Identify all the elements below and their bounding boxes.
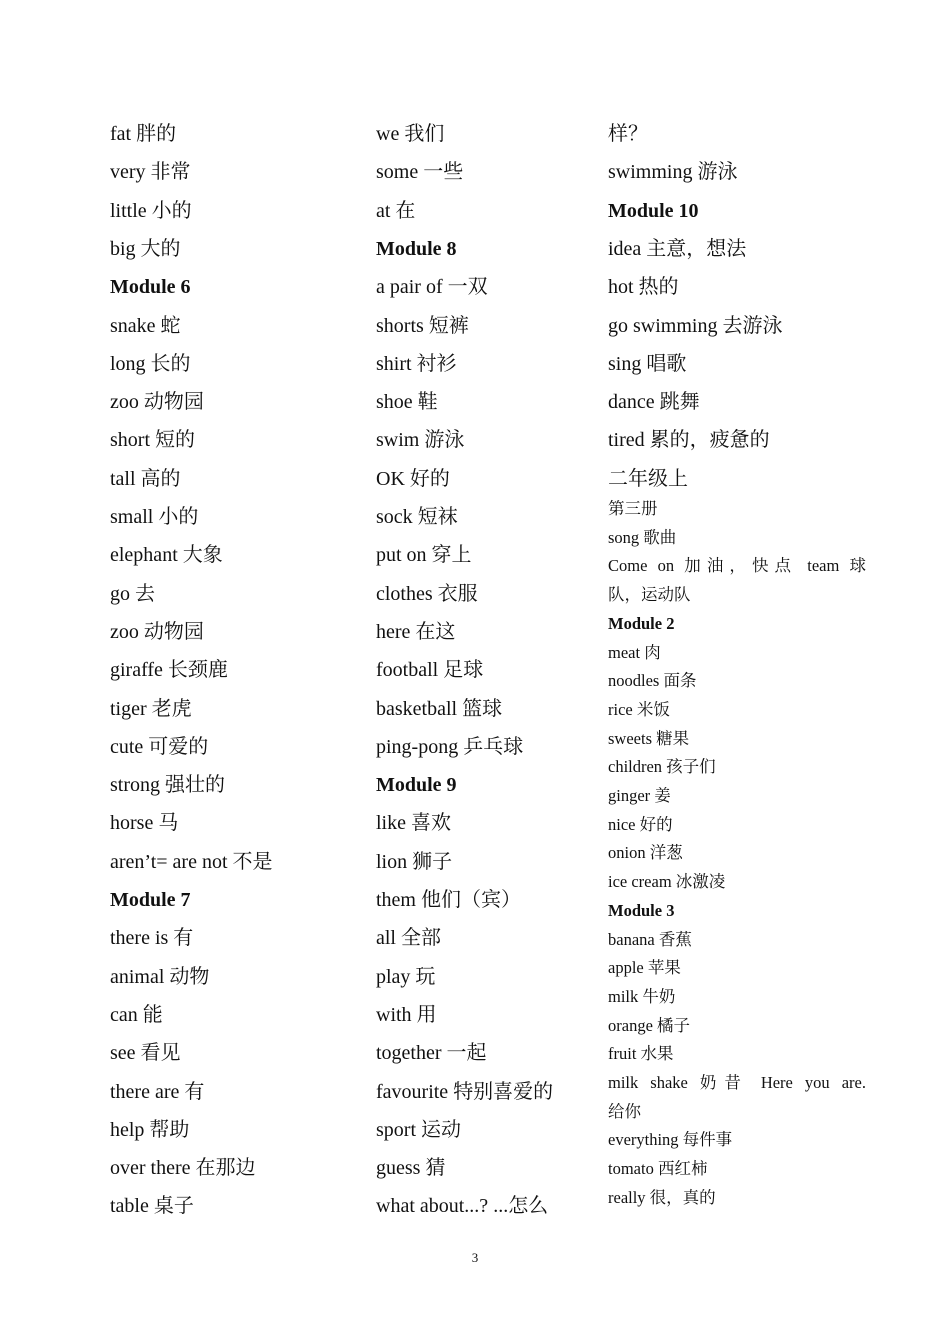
- vocab-entry: nice 好的: [608, 815, 673, 834]
- vocab-entry: see 看见: [110, 1042, 181, 1064]
- vocab-entry: ping-pong 乒乓球: [376, 736, 524, 758]
- vocab-entry: shirt 衬衫: [376, 353, 457, 375]
- vocab-entry: put on 穿上: [376, 544, 472, 566]
- vocab-entry: 二年级上: [608, 468, 688, 490]
- vocab-entry: what about...? ...怎么: [376, 1195, 549, 1217]
- vocab-entry: favourite 特别喜爱的: [376, 1081, 554, 1103]
- vocab-entry: short 短的: [110, 429, 195, 451]
- vocab-entry: can 能: [110, 1004, 163, 1026]
- vocab-entry: strong 强壮的: [110, 774, 225, 796]
- vocab-entry: children 孩子们: [608, 757, 716, 776]
- vocab-entry: there is 有: [110, 927, 194, 949]
- vocab-entry: 样？: [608, 123, 648, 145]
- vocab-entry: big 大的: [110, 238, 181, 260]
- vocab-entry: fruit 水果: [608, 1044, 674, 1063]
- vocab-entry: 给你: [608, 1102, 641, 1121]
- vocab-entry: tall 高的: [110, 468, 181, 490]
- vocab-entry: clothes 衣服: [376, 583, 478, 605]
- vocab-entry: giraffe 长颈鹿: [110, 659, 228, 681]
- vocab-entry: zoo 动物园: [110, 621, 204, 643]
- vocab-entry: 第三册: [608, 499, 658, 518]
- vocab-entry: long 长的: [110, 353, 191, 375]
- vocab-entry: swimming 游泳: [608, 161, 738, 183]
- module-heading: Module 3: [608, 901, 675, 920]
- vocab-entry: small 小的: [110, 506, 199, 528]
- module-heading: Module 6: [110, 276, 191, 298]
- vocab-entry: table 桌子: [110, 1195, 194, 1217]
- vocab-entry: some 一些: [376, 161, 464, 183]
- vocab-entry: milk shake 奶昔 Here you are.: [608, 1073, 866, 1092]
- vocab-entry: banana 香蕉: [608, 930, 692, 949]
- vocab-entry: noodles 面条: [608, 671, 697, 690]
- vocab-entry: sock 短袜: [376, 506, 458, 528]
- vocab-entry: snake 蛇: [110, 315, 181, 337]
- vocab-entry: ice cream 冰激凌: [608, 872, 726, 891]
- vocab-entry: with 用: [376, 1004, 437, 1026]
- vocab-entry: a pair of 一双: [376, 276, 488, 298]
- vocab-entry: aren’t= are not 不是: [110, 851, 273, 873]
- vocab-entry: fat 胖的: [110, 123, 177, 145]
- module-heading: Module 9: [376, 774, 457, 796]
- vocab-entry: here 在这: [376, 621, 456, 643]
- vocab-entry: shoe 鞋: [376, 391, 438, 413]
- vocab-entry: cute 可爱的: [110, 736, 209, 758]
- vocab-entry: go swimming 去游泳: [608, 315, 783, 337]
- vocab-entry: little 小的: [110, 200, 192, 222]
- vocab-entry: sweets 糖果: [608, 729, 690, 748]
- vocab-entry: dance 跳舞: [608, 391, 700, 413]
- vocab-entry: guess 猜: [376, 1157, 446, 1179]
- vocab-entry: tomato 西红柿: [608, 1159, 708, 1178]
- vocab-entry: football 足球: [376, 659, 484, 681]
- vocab-entry: basketball 篮球: [376, 698, 503, 720]
- vocab-entry: them 他们（宾）: [376, 889, 521, 911]
- vocab-entry: OK 好的: [376, 468, 450, 490]
- module-heading: Module 7: [110, 889, 191, 911]
- vocab-entry: all 全部: [376, 927, 441, 949]
- module-heading: Module 10: [608, 200, 699, 222]
- vocab-entry: we 我们: [376, 123, 445, 145]
- page-number: 3: [471, 1250, 479, 1265]
- vocab-entry: tired 累的，疲惫的: [608, 429, 770, 451]
- vocab-entry: like 喜欢: [376, 812, 451, 834]
- vocab-entry: 队，运动队: [608, 585, 691, 604]
- vocab-entry: go 去: [110, 583, 155, 605]
- vocab-entry: help 帮助: [110, 1119, 190, 1141]
- vocab-entry: onion 洋葱: [608, 843, 683, 862]
- vocab-entry: sport 运动: [376, 1119, 461, 1141]
- vocab-entry: hot 热的: [608, 276, 679, 298]
- vocab-entry: lion 狮子: [376, 851, 453, 873]
- vocab-entry: ginger 姜: [608, 786, 671, 805]
- vocab-entry: really 很，真的: [608, 1188, 716, 1207]
- vocab-entry: song 歌曲: [608, 528, 677, 547]
- vocab-entry: at 在: [376, 200, 416, 222]
- vocab-entry: together 一起: [376, 1042, 487, 1064]
- vocab-entry: apple 苹果: [608, 958, 681, 977]
- vocab-entry: play 玩: [376, 966, 436, 988]
- vocab-entry: meat 肉: [608, 643, 661, 662]
- vocab-entry: shorts 短裤: [376, 315, 469, 337]
- vocab-entry: tiger 老虎: [110, 698, 192, 720]
- vocab-entry: milk 牛奶: [608, 987, 676, 1006]
- vocab-entry: there are 有: [110, 1081, 205, 1103]
- module-heading: Module 2: [608, 614, 675, 633]
- vocab-entry: sing 唱歌: [608, 353, 687, 375]
- vocab-entry: everything 每件事: [608, 1130, 733, 1149]
- vocab-entry: horse 马: [110, 812, 179, 834]
- vocab-entry: over there 在那边: [110, 1157, 256, 1179]
- vocab-entry: Come on 加油，快点 team 球: [608, 556, 866, 575]
- vocab-entry: zoo 动物园: [110, 391, 204, 413]
- vocab-entry: elephant 大象: [110, 544, 223, 566]
- vocab-entry: idea 主意，想法: [608, 238, 747, 260]
- vocab-entry: orange 橘子: [608, 1016, 691, 1035]
- module-heading: Module 8: [376, 238, 457, 260]
- vocab-entry: animal 动物: [110, 966, 210, 988]
- vocab-entry: swim 游泳: [376, 429, 465, 451]
- vocab-entry: rice 米饭: [608, 700, 670, 719]
- vocab-entry: very 非常: [110, 161, 191, 183]
